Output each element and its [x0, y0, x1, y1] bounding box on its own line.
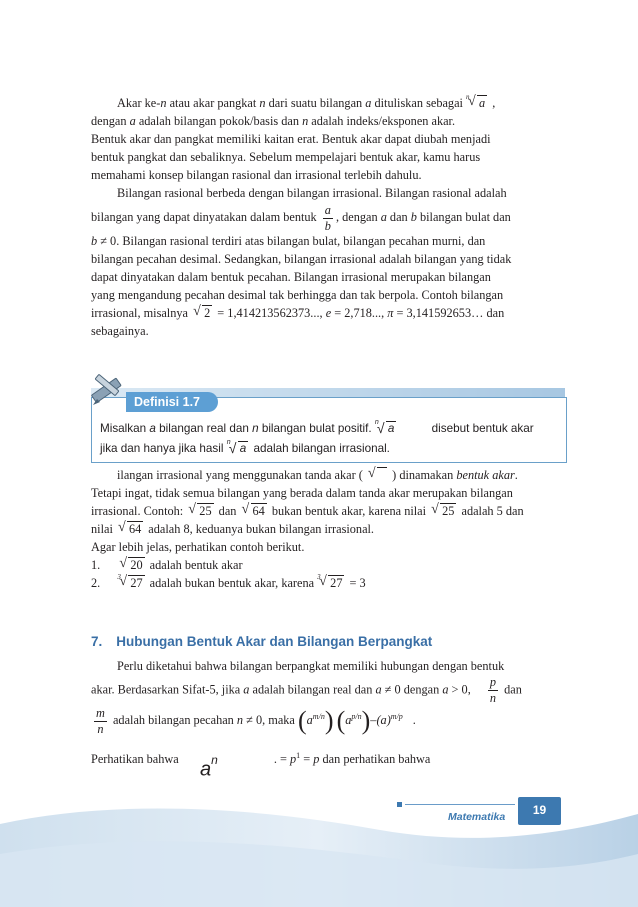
- text-line: [91, 112, 563, 130]
- root-index: √ n: [374, 419, 379, 426]
- text-line: Agar lebih jelas, perhatikan contoh berikut.: [91, 540, 305, 554]
- denominator: n: [97, 721, 104, 736]
- root-index: √ n: [226, 439, 231, 446]
- radicand: 64: [252, 504, 265, 518]
- root-index: √ 3: [317, 573, 321, 581]
- text: p: [313, 752, 320, 767]
- radicand: 25: [199, 504, 212, 518]
- sqrt-2-symbol: [193, 304, 212, 322]
- text: ≠ 0, maka: [243, 713, 298, 728]
- text-line: [91, 502, 563, 520]
- fraction-m-over-n: [94, 706, 107, 737]
- text: =: [300, 752, 314, 767]
- left-paren: (: [336, 706, 346, 736]
- text: adalah 5 dan: [458, 504, 524, 518]
- text: adalah bilangan pecahan: [109, 713, 237, 728]
- text: a: [365, 96, 372, 110]
- text-line: sebagainya.: [91, 324, 149, 338]
- footer-square: [397, 802, 402, 807]
- fraction-a-over-b: [323, 203, 333, 234]
- fraction-p-over-n: [488, 675, 498, 706]
- text-line: Bilangan rasional berbeda dengan bilangan irrasional. Bilangan rasional adalah: [117, 186, 507, 200]
- text-line: [91, 466, 563, 484]
- cube-root-27-symbol: [319, 574, 344, 592]
- text: a: [243, 682, 250, 697]
- text: = 3,141592653… dan: [393, 306, 505, 320]
- nth-root-a-symbol: [374, 419, 397, 439]
- text: .: [514, 468, 518, 482]
- exponent: n: [211, 753, 218, 767]
- text: adalah 8, keduanya bukan bilangan irrasional.: [145, 522, 375, 536]
- text: disebut bentuk akar: [428, 422, 534, 435]
- text: bukan bentuk akar, karena nilai: [268, 504, 430, 518]
- text: –(a): [370, 713, 391, 728]
- power-a-n: [200, 753, 218, 782]
- text: π: [387, 306, 394, 320]
- text: adalah bilangan irrasional.: [250, 442, 390, 455]
- numerator: a: [324, 202, 331, 217]
- base: a: [200, 758, 212, 781]
- page-number: 19: [518, 797, 561, 825]
- right-paren: ): [324, 706, 334, 736]
- radicand: 27: [330, 576, 343, 590]
- cube-root-27-symbol: [119, 574, 144, 592]
- text: dengan: [91, 114, 130, 128]
- paragraph-hubungan: [91, 657, 563, 769]
- text: atau akar pangkat: [166, 96, 260, 110]
- section-heading: [91, 634, 432, 649]
- text: a: [375, 682, 382, 697]
- text: ilangan irrasional yang menggunakan tanda akar (: [117, 468, 366, 482]
- numerator: p: [489, 675, 497, 689]
- text: = 1,414213562373...,: [214, 306, 326, 320]
- text: p: [290, 752, 297, 767]
- text: dan: [215, 504, 240, 518]
- sqrt-20-symbol: [119, 556, 144, 574]
- text-line: [91, 304, 563, 322]
- text: n: [160, 96, 167, 110]
- text-line: yang mengandung pecahan desimal tak berhingga dan tak berpola. Contoh bilangan: [91, 288, 504, 302]
- text: a: [380, 210, 387, 224]
- text: Perhatikan bahwa: [91, 752, 179, 767]
- text-line: [91, 94, 563, 112]
- text: bilangan bulat positif.: [258, 422, 375, 435]
- text: dan: [386, 210, 411, 224]
- text-line: Perlu diketahui bahwa bilangan berpangkat memiliki hubungan dengan bentuk: [117, 659, 505, 673]
- text-line: [91, 675, 563, 705]
- text: nilai: [91, 522, 116, 536]
- text-line: [91, 520, 563, 538]
- exponent: 1: [296, 751, 301, 760]
- radicand: 2: [204, 306, 211, 320]
- text: bilangan bulat dan: [416, 210, 511, 224]
- text-line: bentuk pangkat dan sebaliknya. Sebelum mempelajari bentuk akar, kamu harus: [91, 150, 481, 164]
- sqrt-25-symbol: [188, 502, 213, 520]
- paragraph-akar-pangkat: [91, 94, 563, 184]
- example-item-2: [91, 574, 563, 592]
- text-line: Tetapi ingat, tidak semua bilangan yang berada dalam tanda akar merupakan bilangan: [91, 486, 513, 500]
- text: dan perhatikan bahwa: [319, 752, 431, 767]
- text-line: [100, 419, 560, 439]
- definition-text: [100, 419, 560, 459]
- text: = 2,718...,: [331, 306, 388, 320]
- text: n: [252, 422, 259, 435]
- radicand: a: [239, 442, 247, 455]
- sqrt-64-symbol: [242, 502, 267, 520]
- text: n: [259, 96, 266, 110]
- power-term: $a^{m/n}$: [306, 712, 325, 728]
- radicand: 64: [128, 522, 142, 536]
- radicand: a: [479, 96, 486, 110]
- text: . =: [273, 752, 291, 767]
- text-line: memahami konsep bilangan rasional dan irrasional terlebih dahulu.: [91, 168, 422, 182]
- text: dari suatu bilangan: [265, 96, 366, 110]
- text: ≠ 0. Bilangan rasional terdiri atas bilangan bulat, bilangan pecahan murni, dan: [97, 234, 486, 248]
- list-number: 1.: [91, 558, 101, 572]
- exponent: m/p: [390, 712, 403, 721]
- text-line: dapat dinyatakan dalam bentuk pecahan. Bilangan irrasional merupakan bilangan: [91, 270, 491, 284]
- nth-root-a-symbol: [226, 439, 249, 459]
- text: ) dinamakan: [389, 468, 457, 482]
- text-line: Bentuk akar dan pangkat memiliki kaitan erat. Bentuk akar dapat diubah menjadi: [91, 132, 491, 146]
- text: n: [302, 114, 309, 128]
- text: adalah bilangan real dan: [249, 682, 376, 697]
- text: b: [91, 234, 98, 248]
- example-item-1: [91, 556, 563, 574]
- text: e: [325, 306, 332, 320]
- sqrt-symbol: [368, 466, 387, 484]
- footer-rule: [405, 804, 515, 805]
- text: dan: [501, 682, 522, 697]
- numerator: m: [96, 705, 105, 720]
- text: bilangan yang dapat dinyatakan dalam bentuk: [91, 210, 317, 224]
- radicand: 27: [130, 576, 143, 590]
- text: dituliskan sebagai: [371, 96, 467, 110]
- text: jika dan hanya jika hasil: [100, 442, 227, 455]
- nth-root-a-symbol: [468, 94, 487, 112]
- text-line: [100, 439, 560, 459]
- text-line: [91, 743, 563, 769]
- definition-title: Definisi 1.7: [126, 392, 218, 412]
- text: adalah bentuk akar: [146, 558, 243, 572]
- section-number: 7.: [91, 634, 103, 649]
- radicand: a: [387, 422, 395, 435]
- denominator: b: [324, 218, 331, 233]
- text: bilangan real dan: [155, 422, 253, 435]
- radicand: 20: [130, 558, 143, 572]
- text: , dengan: [335, 210, 381, 224]
- text: a: [442, 682, 449, 697]
- text: = 3: [346, 576, 366, 590]
- text-line: [91, 232, 563, 250]
- sqrt-25-symbol: [431, 502, 456, 520]
- text: adalah bilangan pokok/basis dan: [135, 114, 303, 128]
- text: adalah indeks/eksponen akar.: [308, 114, 456, 128]
- power-term: $a^{p/n}$: [345, 712, 362, 728]
- footer-book-title: Matematika: [448, 811, 506, 823]
- text: b: [410, 210, 417, 224]
- left-paren: (: [297, 706, 307, 736]
- text: > 0,: [448, 682, 474, 697]
- text: ,: [489, 96, 496, 110]
- root-index: √ n: [466, 93, 470, 101]
- section-title: Hubungan Bentuk Akar dan Bilangan Berpangkat: [116, 634, 433, 649]
- right-paren: ): [361, 706, 371, 736]
- pencil-ruler-icon: [88, 372, 126, 412]
- text: .: [412, 713, 416, 728]
- sqrt-64-symbol: [118, 520, 143, 538]
- text: a: [149, 422, 156, 435]
- root-index: √ 3: [117, 573, 121, 581]
- text: akar. Berdasarkan Sifat-5, jika: [91, 682, 244, 697]
- text: irrasional. Contoh:: [91, 504, 187, 518]
- radicand: 25: [442, 504, 455, 518]
- list-number: 2.: [91, 576, 101, 590]
- text-line: bilangan pecahan desimal. Sedangkan, bilangan irrasional adalah bilangan yang tidak: [91, 252, 512, 266]
- text: a: [129, 114, 136, 128]
- denominator: n: [489, 691, 497, 705]
- text: ≠ 0 dengan: [381, 682, 443, 697]
- text: adalah bukan bentuk akar, karena: [146, 576, 318, 590]
- text: Akar ke-: [117, 96, 161, 110]
- text: irrasional, misalnya: [91, 306, 188, 320]
- text: n: [236, 713, 244, 728]
- paragraph-rasional-irrasional: [91, 184, 563, 340]
- text-line: [91, 202, 563, 232]
- paragraph-bentuk-akar: [91, 466, 563, 592]
- text: Misalkan: [100, 422, 150, 435]
- text: bentuk akar: [456, 468, 515, 482]
